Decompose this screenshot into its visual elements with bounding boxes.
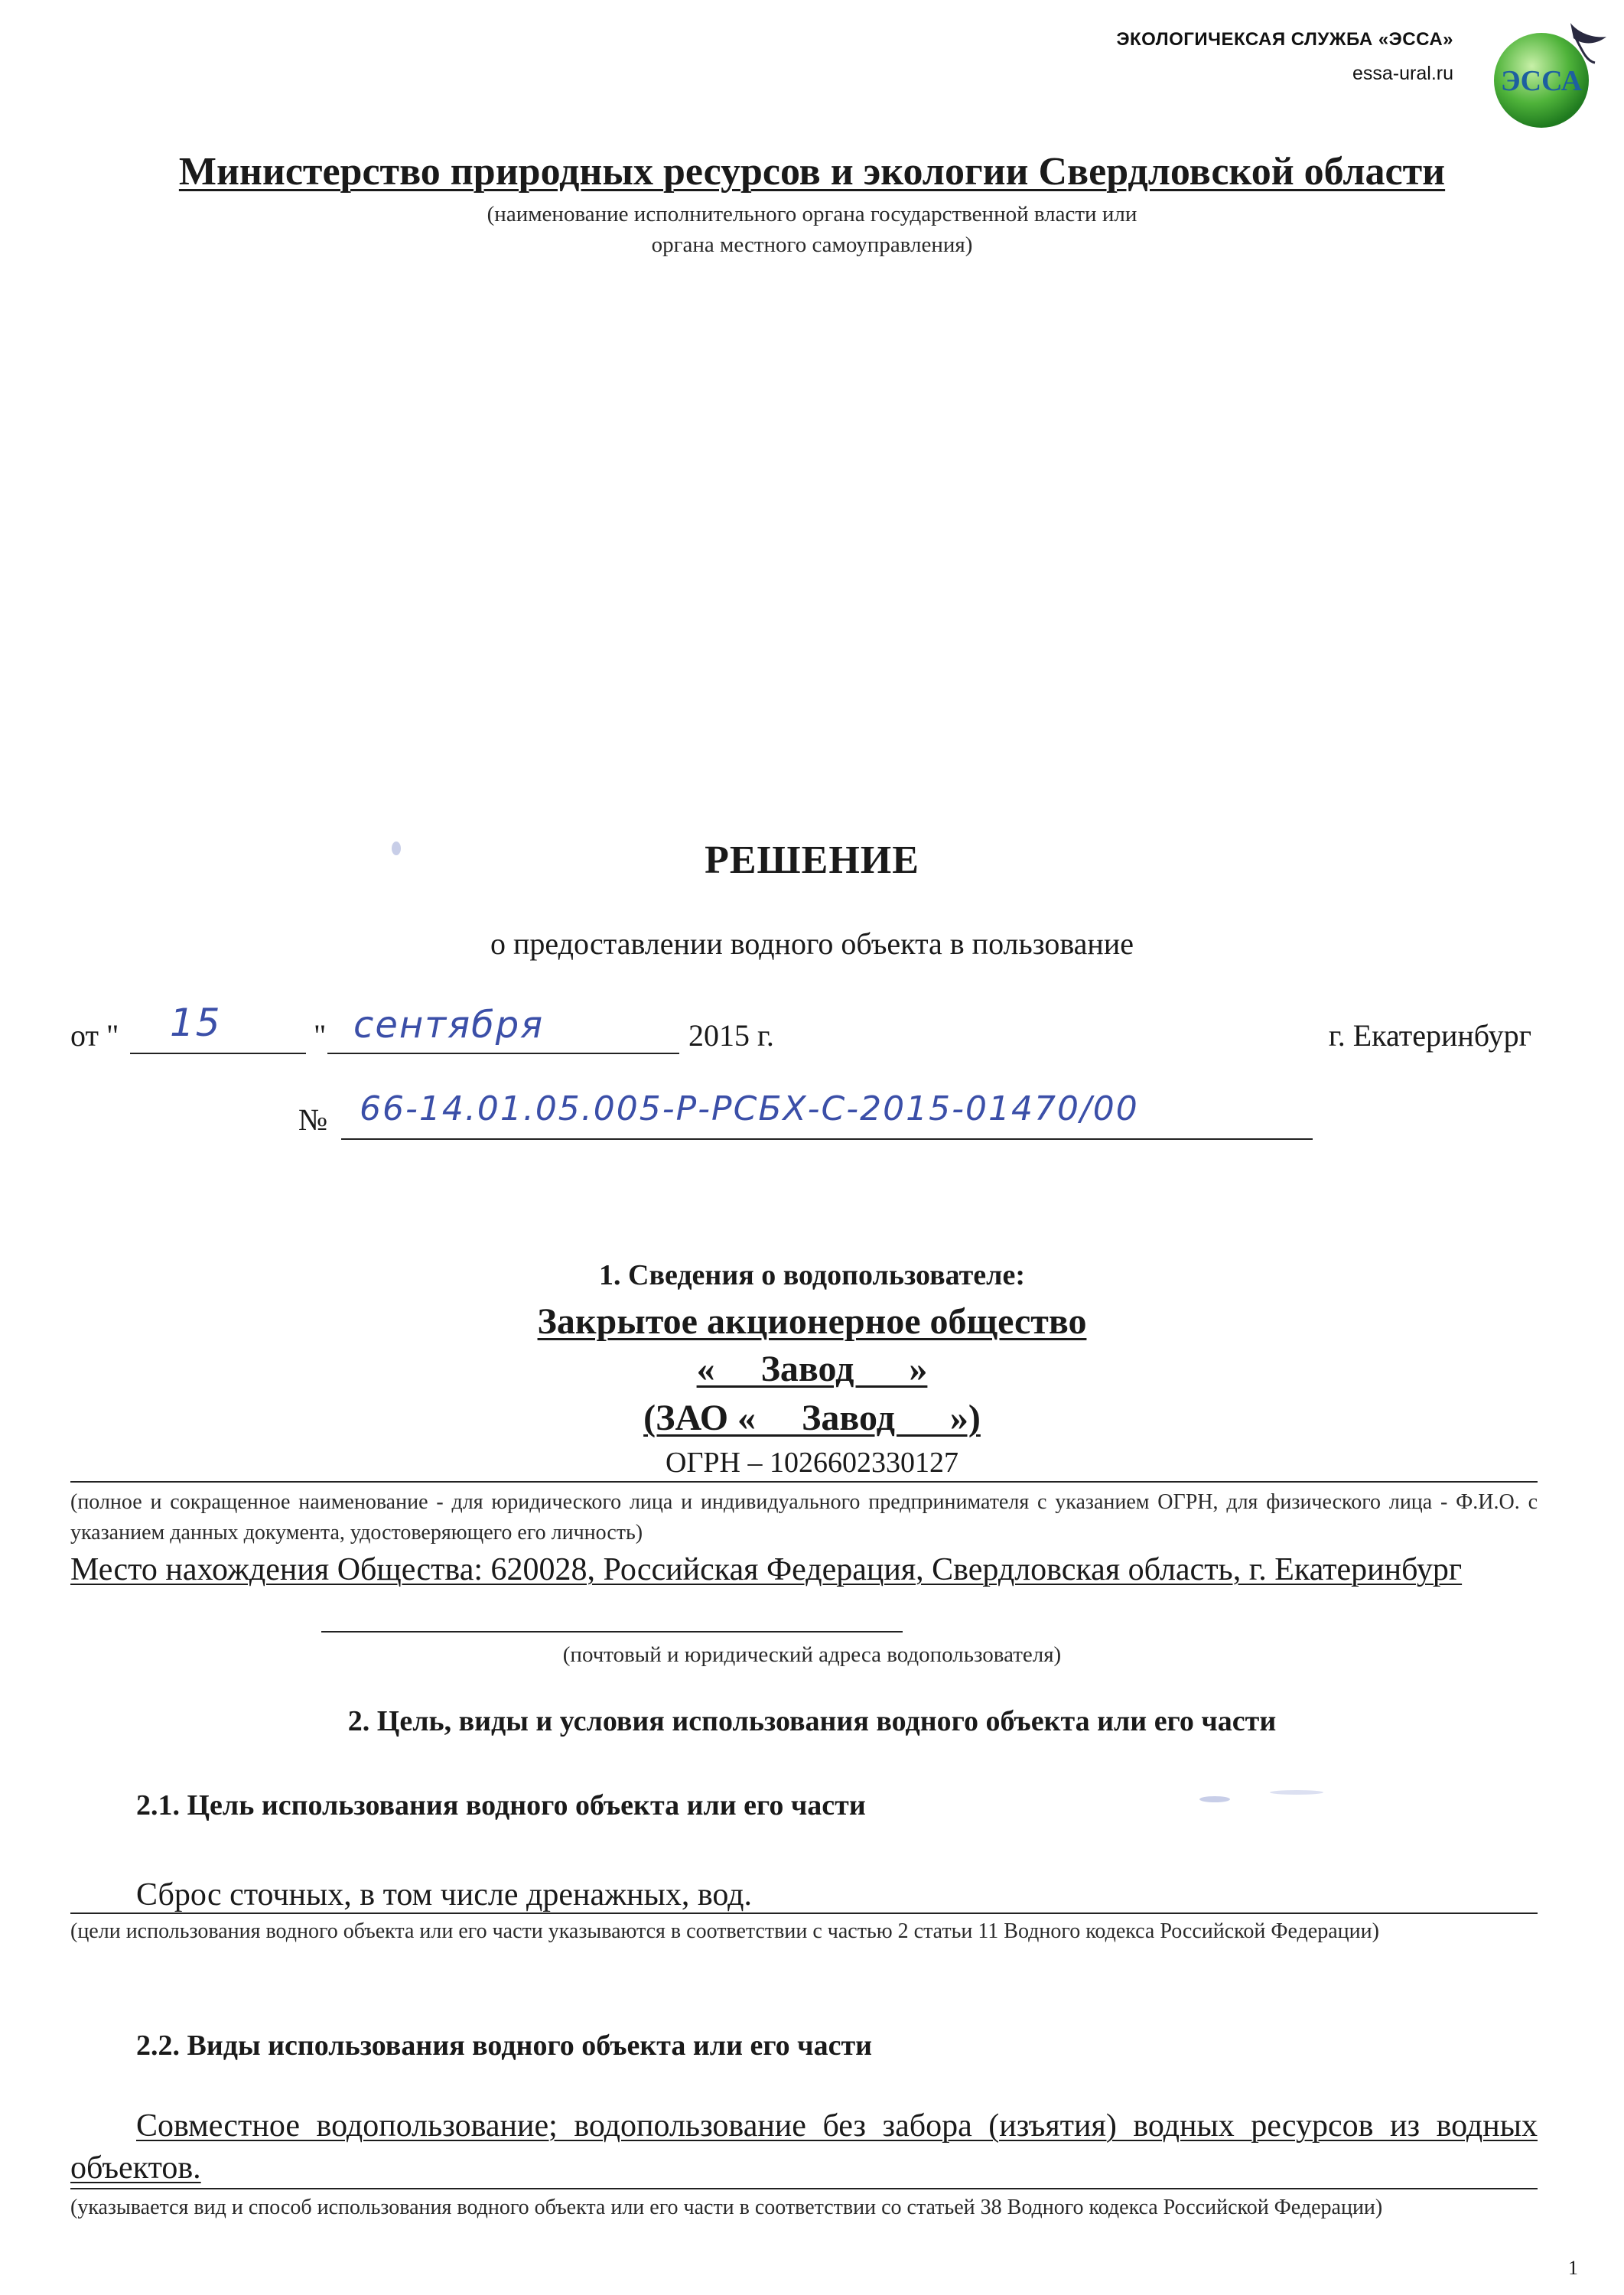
ogrn-rule <box>70 1481 1538 1483</box>
section-2-1-heading: 2.1. Цель использования водного объекта или его части <box>136 1789 866 1821</box>
date-row <box>70 1001 1531 1062</box>
brand-url: essa-ural.ru <box>1352 63 1453 84</box>
date-from-label: от " <box>70 1018 119 1053</box>
company-name-line2: « Завод » <box>696 1349 928 1389</box>
company-short-name: (ЗАО « Завод ») <box>643 1398 981 1438</box>
date-year: 2015 г. <box>688 1018 774 1053</box>
essa-logo-icon <box>1480 15 1610 130</box>
water-use-purpose: Сброс сточных, в том числе дренажных, вод. <box>136 1877 753 1912</box>
decision-number: 66-14.01.05.005-Р-РСБХ-С-2015-01470/00 <box>360 1089 1139 1128</box>
company-ogrn: ОГРН – 1026602330127 <box>666 1447 958 1479</box>
page-number: 1 <box>1568 2257 1578 2279</box>
document-title: РЕШЕНИЕ <box>705 838 919 882</box>
date-month: сентября <box>353 1004 545 1047</box>
section-2-2-heading: 2.2. Виды использования водного объекта или его части <box>136 2030 873 2062</box>
water-use-types: Совместное водопользование; водопользование без забора (изъятия) водных ресурсов из водных объектов. <box>70 2108 1538 2186</box>
document-subtitle: о предоставлении водного объекта в пользование <box>490 926 1134 961</box>
authority-name: Министерство природных ресурсов и экологии Свердловской области <box>178 150 1446 194</box>
name-note: (полное и сокращенное наименование - для юридического лица и индивидуального предпринимателя с указанием ОГРН, для физического лица - Ф.И.О. с указанием данных документа, удостоверяющего его личность) <box>70 1490 1538 1545</box>
company-full-name: Закрытое акционерное общество <box>537 1301 1087 1342</box>
purpose-note: (цели использования водного объекта или его части указываются в соответствии с частью 2 статьи 11 Водного кодекса Российской Федерации) <box>70 1919 1379 1943</box>
section-1-heading: 1. Сведения о водопользователе: <box>599 1259 1025 1291</box>
brand-name: ЭКОЛОГИЧЕКСАЯ СЛУЖБА «ЭССА» <box>1116 29 1453 50</box>
types-rule <box>70 2188 1538 2189</box>
address-underline <box>321 1631 903 1633</box>
purpose-rule <box>70 1912 1538 1914</box>
company-address: Место нахождения Общества: 620028, Российская Федерация, Свердловская область, г. Екатеринбург <box>70 1552 1463 1587</box>
types-note: (указывается вид и способ использования водного объекта или его части в соответствии со статьей 38 Водного кодекса Российской Федерации) <box>70 2196 1383 2219</box>
month-underline <box>327 1053 679 1054</box>
address-note: (почтовый и юридический адреса водопользователя) <box>562 1642 1062 1667</box>
authority-note: (наименование исполнительного органа государственной власти или органа местного самоуправления) <box>487 202 1137 258</box>
city: г. Екатеринбург <box>1328 1018 1531 1053</box>
date-day: 15 <box>170 1001 222 1045</box>
logo-text: ЭССА <box>1500 65 1583 97</box>
section-2-heading: 2. Цель, виды и условия использования водного объекта или его части <box>347 1705 1277 1737</box>
decision-number-row <box>291 1086 1316 1148</box>
number-label: № <box>298 1102 328 1137</box>
day-underline <box>130 1053 306 1054</box>
number-underline <box>341 1138 1313 1140</box>
date-quote: " <box>314 1018 327 1053</box>
